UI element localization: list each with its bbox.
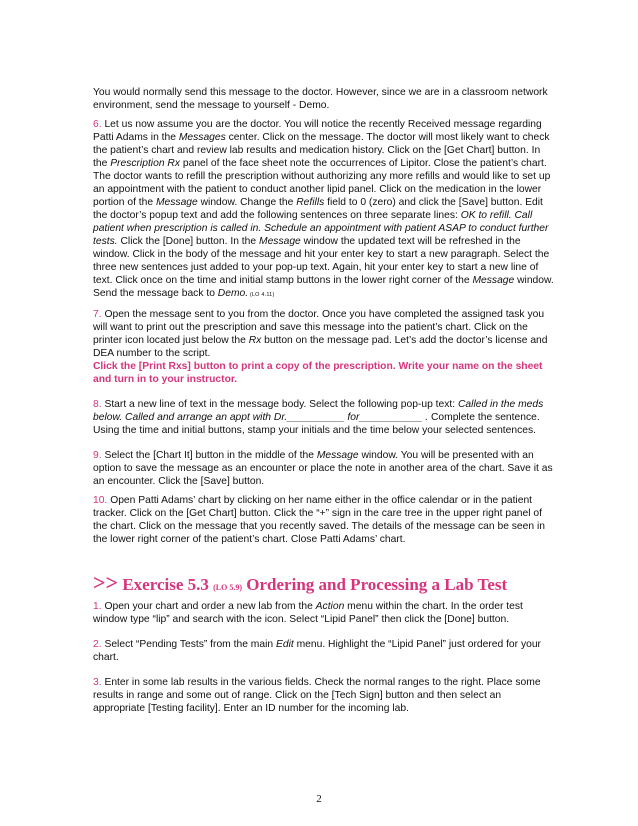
page-number: 2 bbox=[316, 793, 322, 805]
step-9-paragraph: 9. Select the [Chart It] button in the middle of the Message window. You will be presented with an option to save the message as an encounter or place the note in another area of the chart. Save it as an encounter. Click the [Save] button. bbox=[93, 450, 553, 487]
step-number: 7. bbox=[93, 309, 102, 320]
learning-objective-ref: (LO 4.11) bbox=[248, 292, 275, 298]
step-number: 2. bbox=[93, 639, 102, 650]
step-8-paragraph: 8. Start a new line of text in the message body. Select the following pop-up text: Called in the meds below. Called and arrange an appt with Dr.__________ for___________ . Complete the sentence. Using the time and initial buttons, stamp your initials and the time below your selected sentences. bbox=[93, 399, 544, 436]
print-instruction: Click the [Print Rxs] button to print a copy of the prescription. Write your name on the sheet and turn in to your instructor. bbox=[93, 361, 543, 385]
page-content bbox=[93, 86, 555, 721]
step-number: 9. bbox=[93, 450, 102, 461]
step-number: 6. bbox=[93, 119, 102, 130]
exercise-step-3: 3. Enter in some lab results in the various fields. Check the normal ranges to the right. Place some results in range and some out of range. Click on the [Tech Sign] button and then select an appropriate [Testing facility]. Enter an ID number for the incoming lab. bbox=[93, 677, 541, 714]
step-number: 10. bbox=[93, 495, 108, 506]
intro-paragraph: You would normally send this message to the doctor. However, since we are in a classroom network environment, send the message to yourself - Demo. bbox=[93, 87, 548, 111]
step-number: 8. bbox=[93, 399, 102, 410]
step-7-paragraph: 7. Open the message sent to you from the doctor. Once you have completed the assigned task you will want to print out the prescription and save this message into the patient’s chart. Click on the printer icon located just below the Rx button on the message pad. Let’s add the doctor’s license and DEA number to the script. Click the [Print Rxs] button to print a copy of the prescription. Write your name on the sheet and turn in to your instructor. bbox=[93, 309, 548, 385]
exercise-heading: >> Exercise 5.3 (LO 5.9) Ordering and Processing a Lab Test bbox=[93, 570, 508, 595]
step-number: 1. bbox=[93, 601, 102, 612]
step-6-paragraph: 6. Let us now assume you are the doctor. You will notice the recently Received message regarding Patti Adams in the Messages center. Click on the message. The doctor will most likely want to check the patient’s chart and review lab results and medication history. Click on the [Get Chart] button. In the Prescription Rx panel of the face sheet note the occurrences of Lipitor. Close the patient’s chart. The doctor wants to refill the prescription without authorizing any more refills and would like to set up an appointment with the patient to conduct another lipid panel. Click on the medication in the lower portion of the Message window. Change the Refills field to 0 (zero) and click the [Save] button. Edit the doctor’s popup text and add the following sentences on three separate lines: OK to refill. Call patient when prescription is called in. Schedule an appointment with patient ASAP to conduct further tests. Click the [Done] button. In the Message window the updated text will be refreshed in the window. Click in the body of the message and hit your enter key to start a new paragraph. Select the three new sentences just added to your pop-up text. Again, hit your enter key to start a new line of text. Click once on the time and initial stamp buttons in the lower right corner of the Message window. Send the message back to Demo. (LO 4.11) bbox=[93, 119, 554, 299]
exercise-step-1: 1. Open your chart and order a new lab from the Action menu within the chart. In the order test window type “lip” and search with the icon. Select “Lipid Panel” then click the [Done] button. bbox=[93, 601, 523, 625]
arrows-marker: >> bbox=[93, 570, 119, 595]
step-10-paragraph: 10. Open Patti Adams’ chart by clicking on her name either in the office calendar or in the patient tracker. Click on the [Get Chart] button. Click the “+” sign in the care tree in the upper right panel of the chart. Click on the message that you recently saved. The details of the message can be seen in the lower right corner of the patient’s chart. Close Patti Adams’ chart. bbox=[93, 495, 545, 545]
exercise-step-2: 2. Select “Pending Tests” from the main Edit menu. Highlight the “Lipid Panel” just ordered for your chart. bbox=[93, 639, 541, 663]
step-number: 3. bbox=[93, 677, 102, 688]
learning-objective-ref: (LO 5.9) bbox=[213, 583, 243, 592]
